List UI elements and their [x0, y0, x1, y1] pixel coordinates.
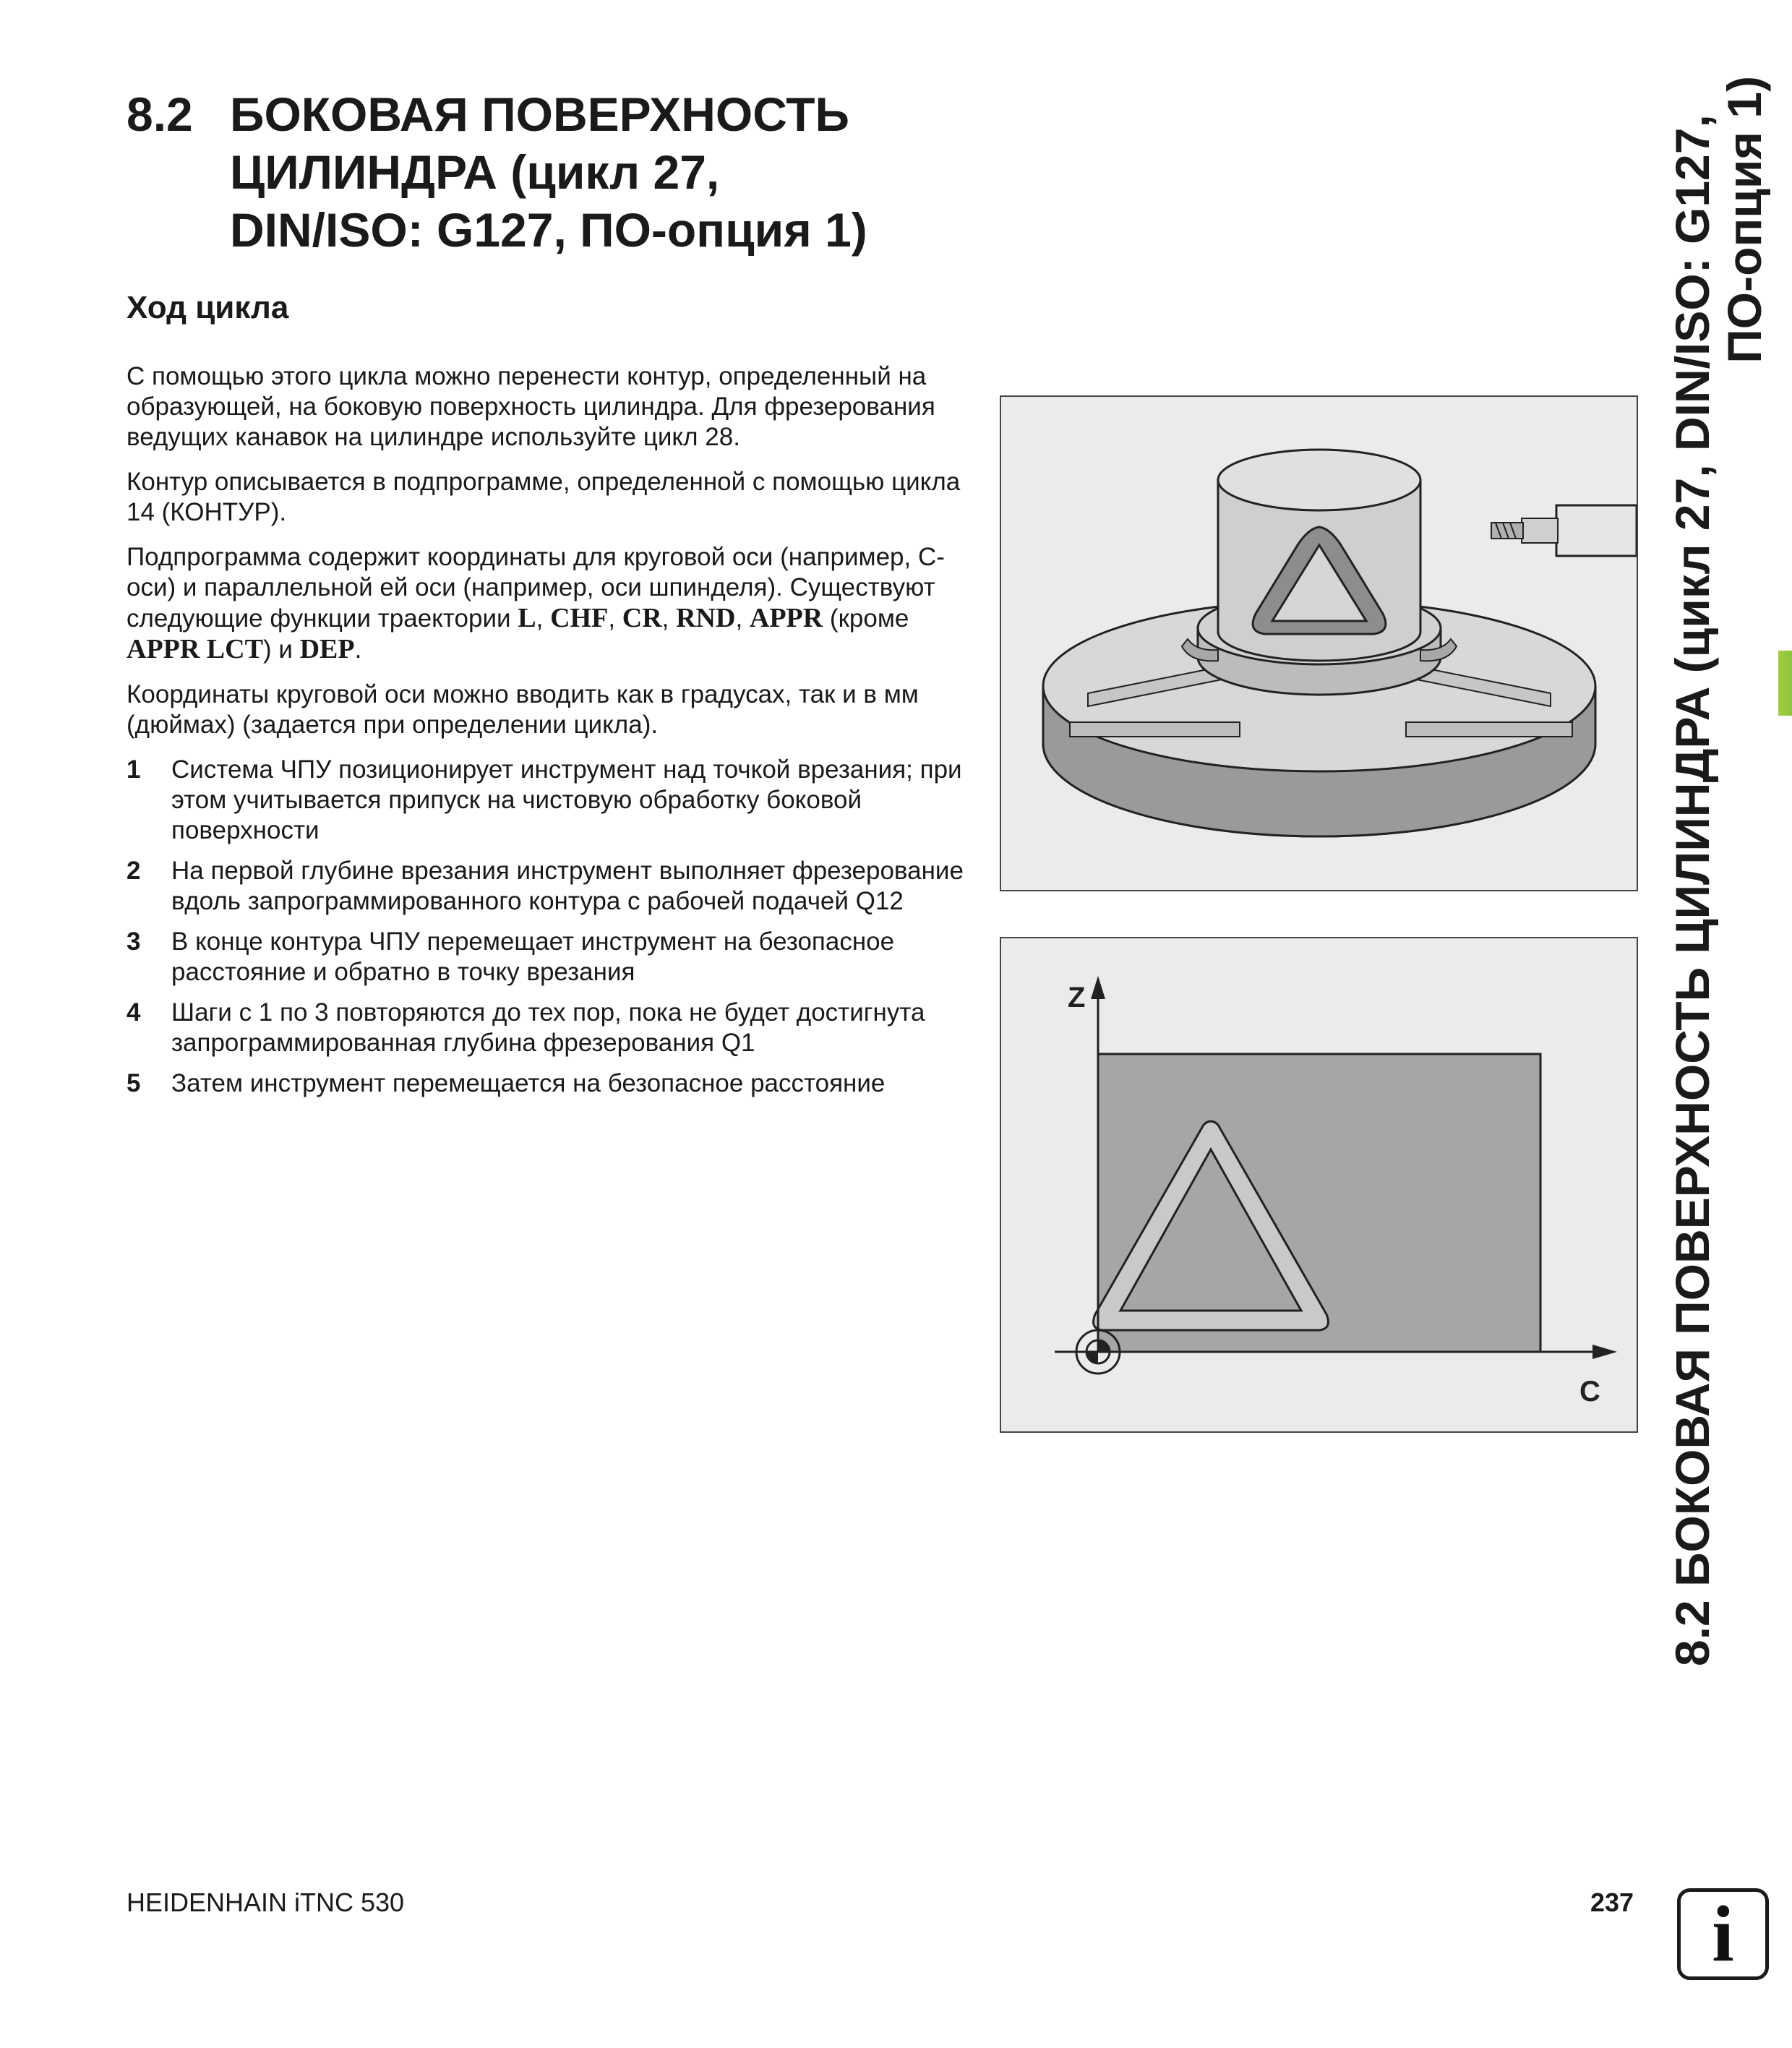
title-line-1: БОКОВАЯ ПОВЕРХНОСТЬ	[230, 87, 849, 141]
figure-cylinder-illustration	[1000, 395, 1638, 891]
section-subtitle: Ход цикла	[127, 290, 289, 325]
list-item	[127, 755, 965, 846]
step-number: 4	[127, 998, 141, 1027]
step-number: 5	[127, 1069, 141, 1097]
step-text: На первой глубине врезания инструмент выполняет фрезерование вдоль запрограммированного контура с рабочей подачей Q12	[171, 857, 964, 915]
title-line-3: DIN/ISO: G127, ПО-опция 1)	[230, 203, 867, 257]
separator: ,	[536, 604, 551, 633]
figure-contour-diagram	[1000, 937, 1638, 1433]
body-text	[127, 361, 965, 1109]
title-line-2: ЦИЛИНДРА (цикл 27,	[230, 145, 720, 199]
code-L: L	[518, 603, 536, 633]
code-DEP: DEP	[299, 634, 355, 664]
step-text: Затем инструмент перемещается на безопасное расстояние	[171, 1069, 886, 1097]
step-text: Система ЧПУ позиционирует инструмент над точкой врезания; при этом учитывается припуск на чистовую обработку боковой поверхности	[171, 755, 962, 844]
p3-end: .	[354, 635, 362, 664]
list-item	[127, 1068, 965, 1099]
chapter-tab-marker	[1778, 651, 1792, 716]
p3-and: ) и	[262, 635, 300, 664]
z-axis-label: Z	[1068, 982, 1086, 1014]
side-title-line-2: ПО-опция 1)	[1718, 76, 1771, 364]
step-number: 2	[127, 857, 141, 885]
info-icon: i	[1677, 1888, 1769, 1980]
code-APPR-LCT: APPR LCT	[127, 634, 263, 664]
side-title-line-1: 8.2 БОКОВАЯ ПОВЕРХНОСТЬ ЦИЛИНДРА (цикл 27, DIN/ISO: G127,	[1665, 114, 1719, 1666]
paragraph-4: Координаты круговой оси можно вводить как в градусах, так и в мм (дюймах) (задается при определении цикла).	[127, 680, 919, 739]
cylinder-illustration	[1001, 397, 1637, 890]
side-running-title	[1666, 76, 1770, 1666]
code-CHF: CHF	[550, 603, 609, 633]
p3-except: (кроме	[823, 604, 909, 633]
step-number: 3	[127, 927, 141, 956]
step-number: 1	[127, 755, 141, 784]
c-axis-label: C	[1579, 1376, 1600, 1408]
paragraph-2: Контур описывается в подпрограмме, определенной с помощью цикла 14 (КОНТУР).	[127, 468, 961, 526]
separator: ,	[608, 604, 622, 633]
steps-list	[127, 755, 965, 1099]
z-axis-arrow	[1091, 976, 1105, 999]
paragraph-3	[127, 542, 965, 665]
page-title	[127, 85, 1030, 259]
code-RND: RND	[676, 603, 736, 633]
page-number: 237	[1590, 1888, 1634, 1917]
code-CR: CR	[622, 603, 662, 633]
footer-product: HEIDENHAIN iTNC 530	[127, 1888, 405, 1917]
separator: ,	[735, 604, 750, 633]
separator: ,	[661, 604, 677, 633]
step-text: В конце контура ЧПУ перемещает инструмент на безопасное расстояние и обратно в точку врезания	[171, 927, 895, 986]
code-APPR: APPR	[749, 603, 823, 633]
list-item	[127, 927, 965, 987]
paragraph-1: С помощью этого цикла можно перенести контур, определенный на образующей, на боковую поверхность цилиндра. Для фрезерования ведущих канавок на цилиндре используйте цикл 28.	[127, 362, 935, 451]
contour-diagram	[1001, 938, 1637, 1431]
step-text: Шаги с 1 по 3 повторяются до тех пор, пока не будет достигнута запрограммированная глубина фрезерования Q1	[171, 998, 925, 1057]
p3-text: Подпрограмма содержит координаты для круговой оси (например, C-оси) и параллельной ей оси (например, оси шпинделя). Существуют следующие функции траектории	[127, 543, 945, 633]
c-axis-arrow	[1592, 1345, 1617, 1359]
section-number: 8.2	[127, 87, 193, 141]
list-item	[127, 856, 965, 917]
list-item	[127, 998, 965, 1058]
